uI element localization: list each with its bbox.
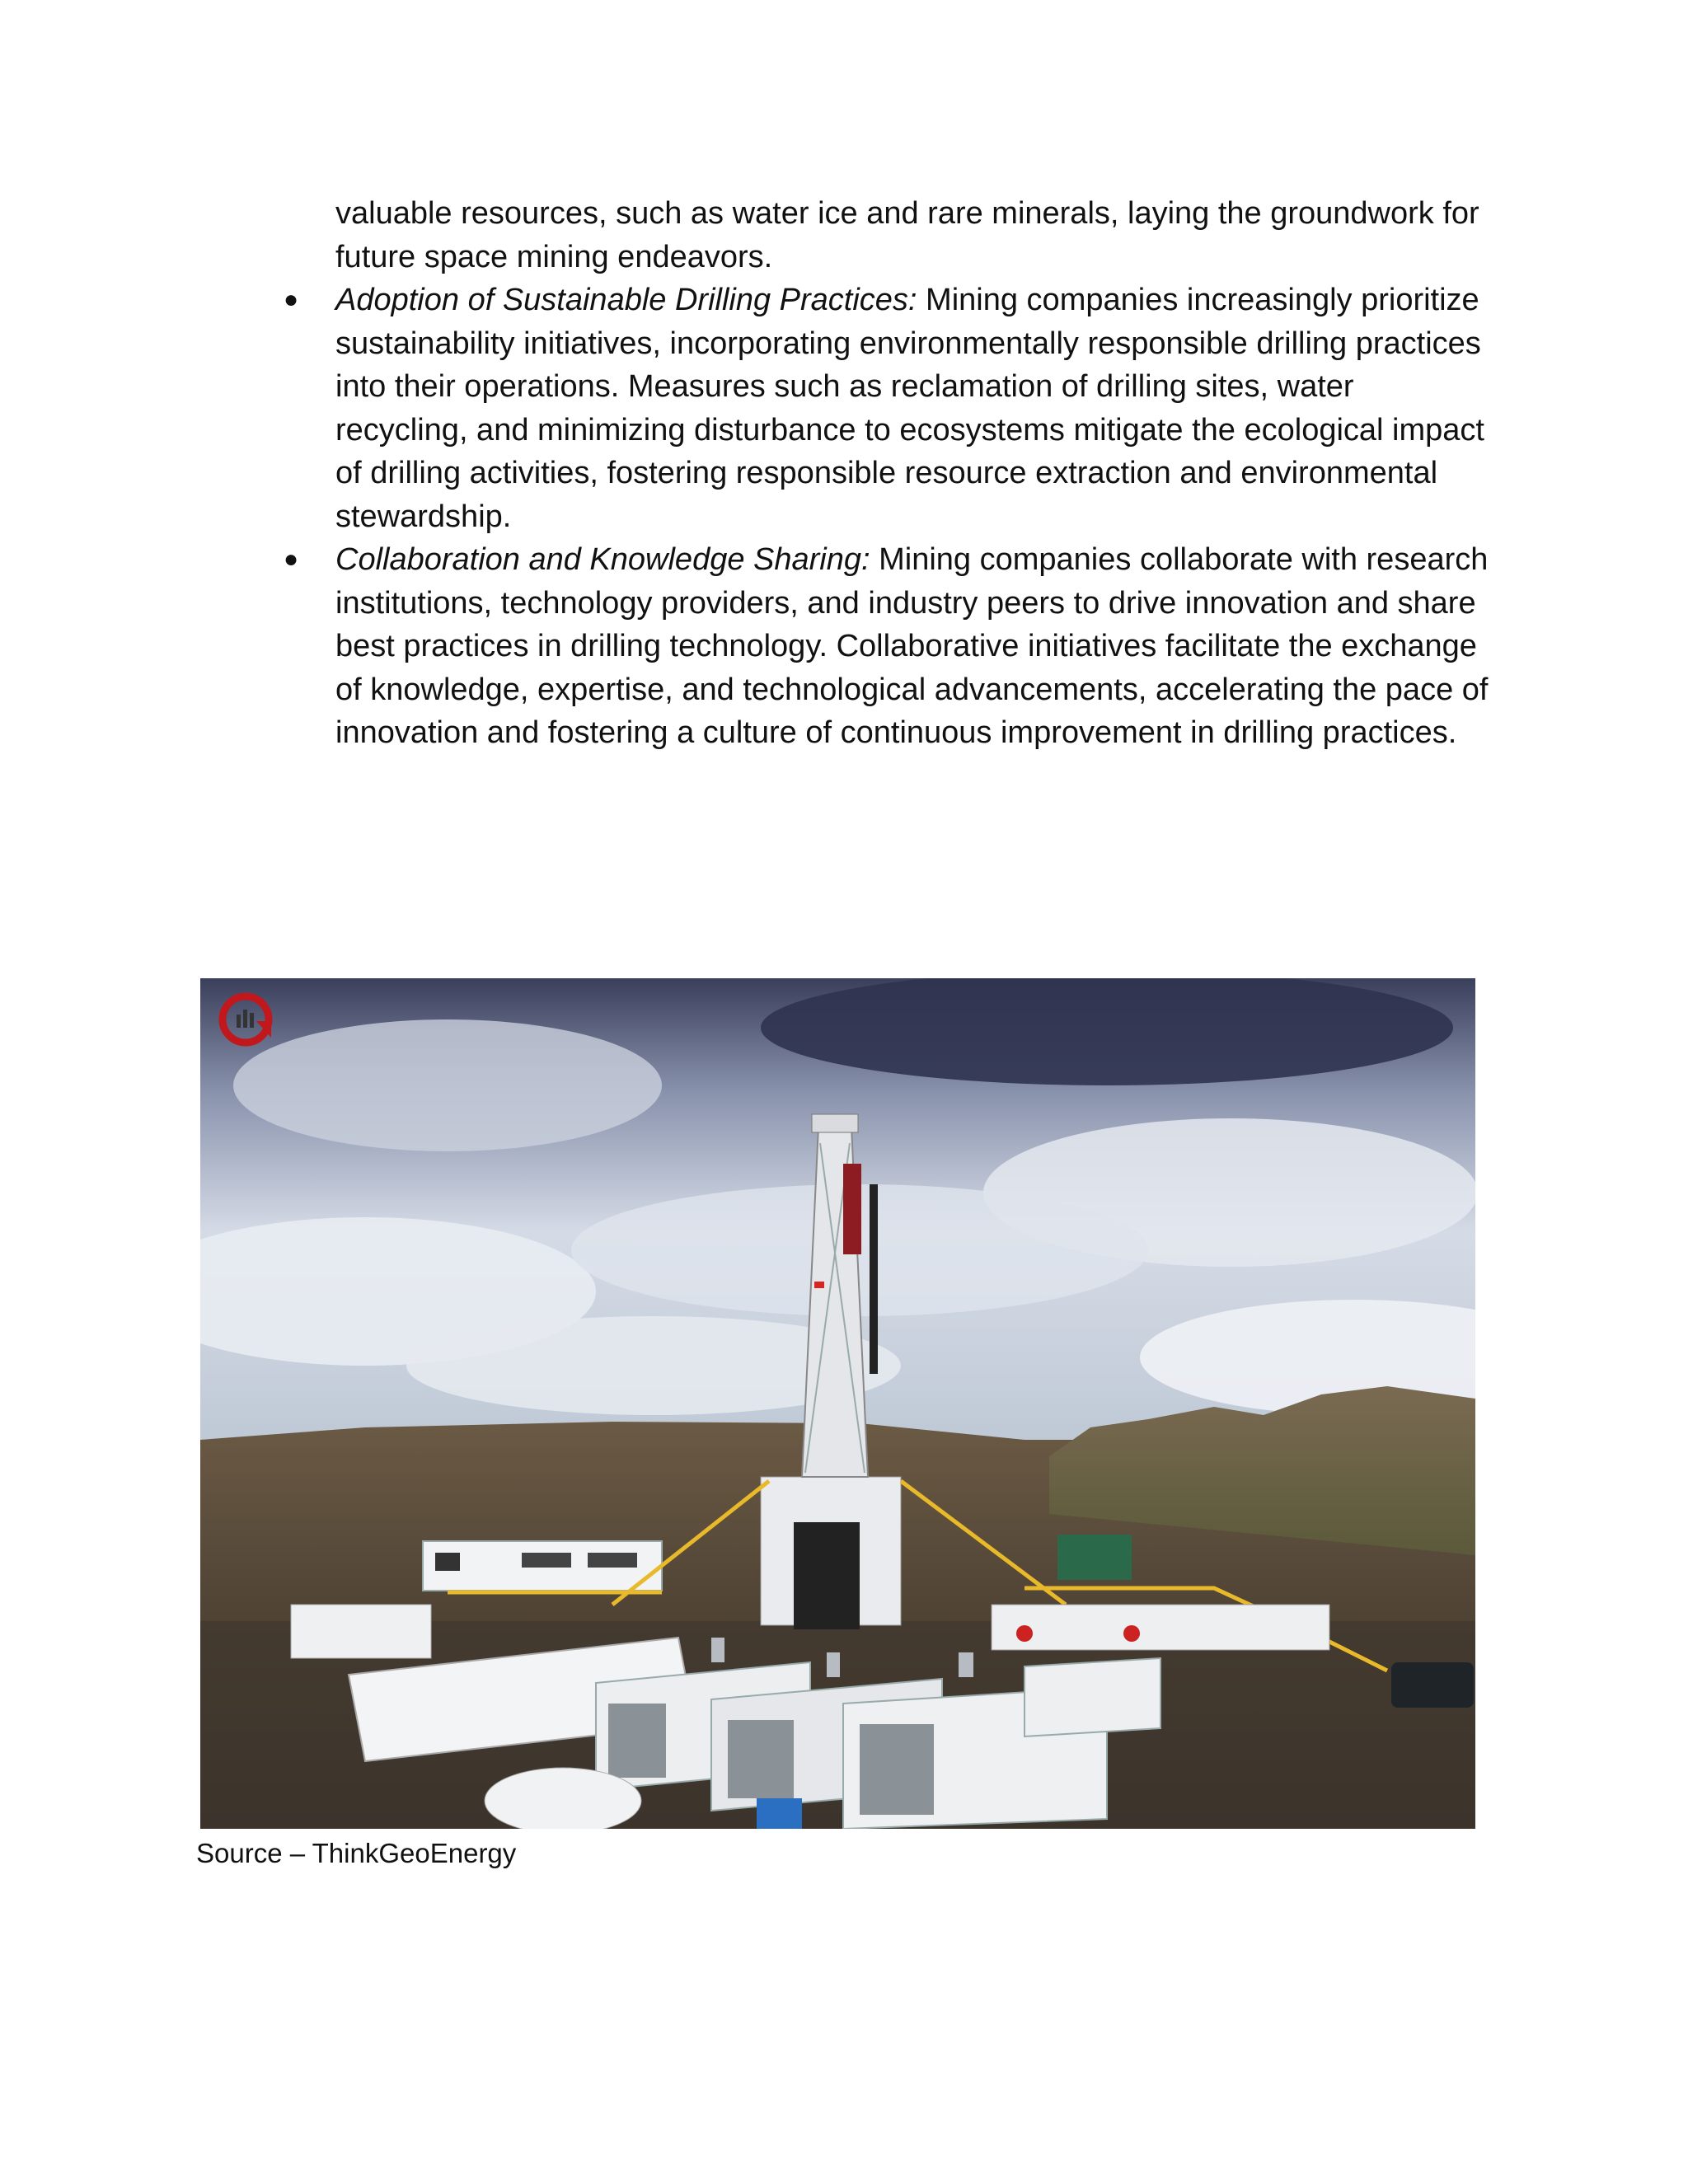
bullet-title: Adoption of Sustainable Drilling Practices:	[335, 283, 917, 317]
drilling-rig-photo	[200, 978, 1475, 1829]
bullet-list	[284, 279, 1489, 755]
bullet-icon: ●	[284, 286, 299, 313]
bullet-text: Mining companies collaborate with research institutions, technology providers, and industry peers to drive innovation and share best practices in drilling technology. Collaborative initiatives facilitate the exchange of knowledge, expertise, and technological advancements, accelerating the pace of innovation and fostering a culture of continuous improvement in drilling practices.	[335, 542, 1489, 750]
continuation-paragraph: valuable resources, such as water ice and rare minerals, laying the groundwork for future space mining endeavors.	[335, 196, 1479, 274]
bullet-item-collaboration	[284, 538, 1489, 755]
bullet-text: Mining companies increasingly prioritize sustainability initiatives, incorporating environmentally responsible drilling practices into their operations. Measures such as reclamation of drilling sites, water recycling, and minimizing disturbance to ecosystems mitigate the ecological impact of drilling activities, fostering responsible resource extraction and environmental stewardship.	[335, 283, 1484, 534]
bullet-title: Collaboration and Knowledge Sharing:	[335, 542, 870, 577]
document-body	[284, 192, 1489, 755]
image-caption: Source – ThinkGeoEnergy	[196, 1838, 517, 1868]
bullet-item-sustainable-drilling	[284, 279, 1489, 538]
bullet-icon: ●	[284, 546, 299, 573]
